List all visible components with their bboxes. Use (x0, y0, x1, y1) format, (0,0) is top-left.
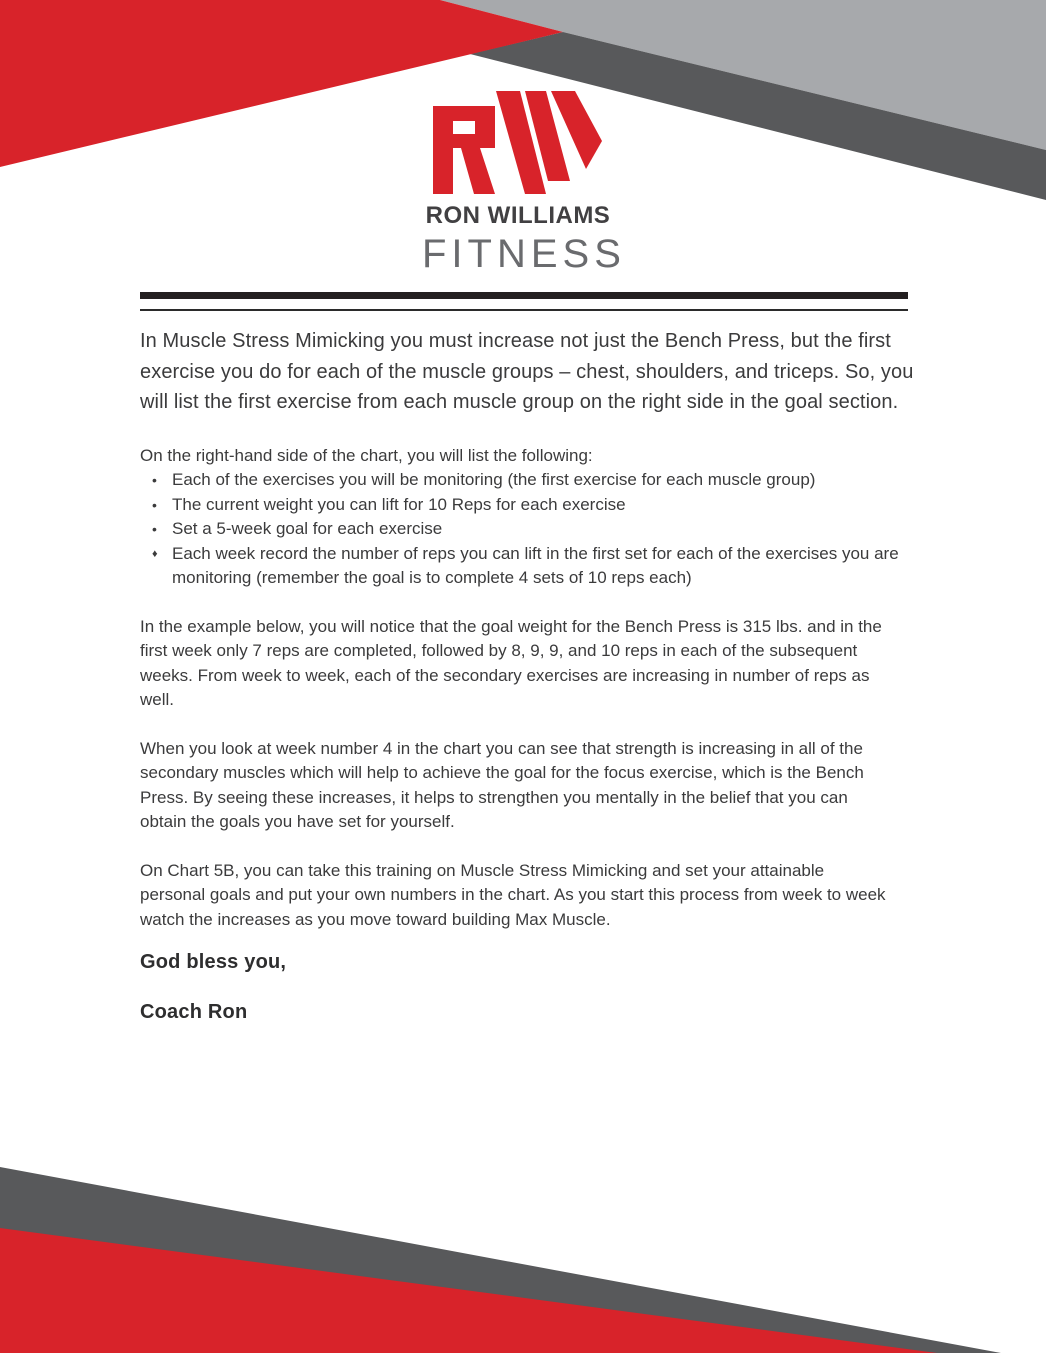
logo-letter-r (433, 106, 495, 194)
body-paragraph: In the example below, you will notice that the goal weight for the Bench Press is 315 lbs. and in the first week only 7 reps are completed, followed by 8, 9, 9, and 10 reps in each of the subsequent weeks. From week to week, each of the secondary exercises are increasing in number of reps as well. (140, 616, 882, 709)
divider-thick (140, 292, 908, 299)
letter-body (140, 326, 926, 1024)
list-item (140, 468, 900, 493)
closing-signature: Coach Ron (140, 1001, 248, 1023)
list-item (140, 493, 900, 518)
body-paragraph: When you look at week number 4 in the chart you can see that strength is increasing in all of the secondary muscles which will help to achieve the goal for the focus exercise, which is the Bench Press. By seeing these increases, it helps to strengthen you mentally in the belief that you can obtain the goals you have set for yourself. (140, 738, 864, 831)
bullet-icon: • (152, 521, 157, 537)
intro-paragraph: In Muscle Stress Mimicking you must increase not just the Bench Press, but the first exercise you do for each of the muscle groups – chest, shoulders, and triceps. So, you will list the first exercise from each muscle group on the right side in the goal section. (140, 330, 914, 413)
list-item-text: Each week record the number of reps you can lift in the first set for each of the exercises you are monitoring (remember the goal is to complete 4 sets of 10 reps each) (172, 543, 899, 587)
closing-blessing: God bless you, (140, 951, 287, 973)
list-item-text: Each of the exercises you will be monitoring (the first exercise for each muscle group) (172, 470, 816, 489)
rw-logo-icon (433, 90, 603, 194)
footer-decoration (0, 1163, 1046, 1353)
list-item (140, 542, 900, 591)
diamond-bullet-icon: ♦ (152, 547, 158, 560)
list-item-text: Set a 5-week goal for each exercise (172, 519, 443, 538)
goal-list (140, 468, 900, 591)
logo (422, 90, 626, 277)
brand-name: RON WILLIAMS (425, 202, 611, 229)
brand-subtitle: FITNESS (422, 232, 626, 276)
list-intro: On the right-hand side of the chart, you will list the following: (140, 445, 593, 465)
bullet-icon: • (152, 472, 157, 488)
footer-red-triangle (0, 1228, 937, 1353)
list-item-text: The current weight you can lift for 10 Reps for each exercise (172, 494, 626, 514)
divider-thin (140, 309, 908, 311)
bullet-icon: • (152, 496, 157, 513)
body-paragraph: On Chart 5B, you can take this training on Muscle Stress Mimicking and set your attainable personal goals and put your own numbers in the chart. As you start this process from week to week watch the increases as you move toward building Max Muscle. (140, 860, 886, 929)
list-item (140, 517, 900, 542)
